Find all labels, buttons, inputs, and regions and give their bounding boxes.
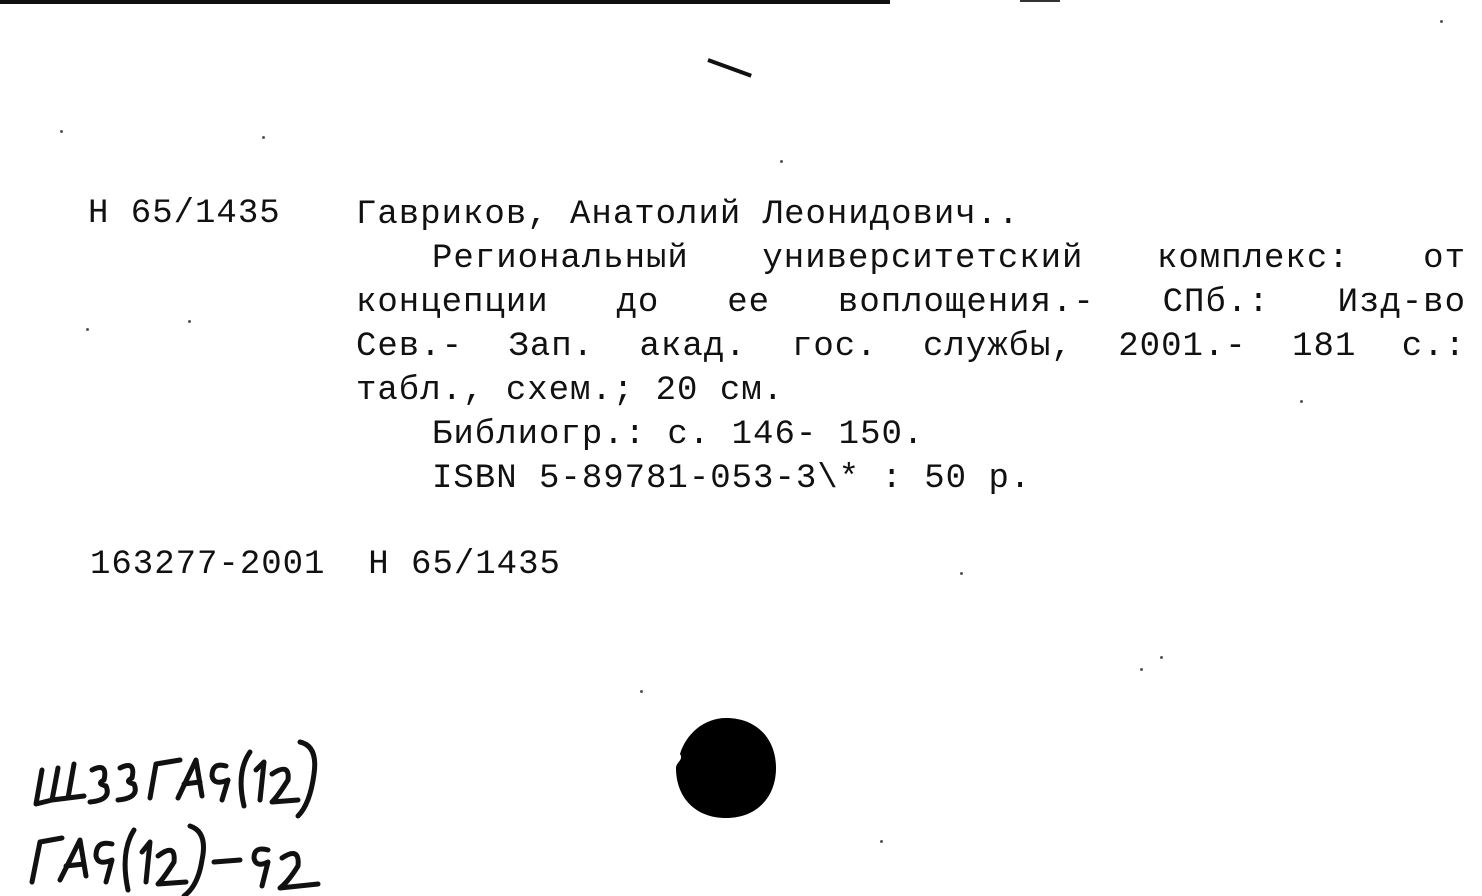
scan-speck xyxy=(880,840,883,843)
title-line-4: табл., схем.; 20 см. xyxy=(356,372,785,410)
title-line-3: Сев.- Зап. акад. гос. службы, 2001.- 181 с.: xyxy=(356,328,1466,366)
author-line: Гавриков, Анатолий Леонидович.. xyxy=(356,196,1020,234)
bibliography-line: Библиогр.: с. 146- 150. xyxy=(432,416,925,454)
title-line-2: концепции до ее воплощения.- СПб.: Изд-во xyxy=(356,284,1466,322)
scan-top-border-fragment xyxy=(1020,0,1060,2)
stray-pen-mark xyxy=(707,58,752,77)
handwritten-classification xyxy=(0,718,410,896)
scan-top-border xyxy=(0,0,890,4)
scan-speck xyxy=(640,690,643,693)
isbn-line: ISBN 5-89781-053-3\* : 50 р. xyxy=(432,460,1032,498)
footer-line xyxy=(90,544,561,587)
title-line-1: Региональный университетский комплекс: от xyxy=(432,240,1466,278)
scan-speck xyxy=(60,130,63,133)
scan-speck xyxy=(188,320,191,323)
scan-speck xyxy=(1160,656,1163,659)
scan-speck xyxy=(86,328,89,331)
scan-speck xyxy=(1140,668,1143,671)
scan-speck xyxy=(262,136,265,139)
footer-call-number: Н 65/1435 xyxy=(368,546,561,584)
catalog-entry xyxy=(356,193,1466,501)
scan-speck xyxy=(960,572,963,575)
scan-speck xyxy=(1440,20,1443,23)
inventory-number: 163277-2001 xyxy=(90,546,326,584)
call-number: Н 65/1435 xyxy=(88,195,281,233)
punch-hole xyxy=(674,716,778,820)
scan-speck xyxy=(780,160,783,163)
